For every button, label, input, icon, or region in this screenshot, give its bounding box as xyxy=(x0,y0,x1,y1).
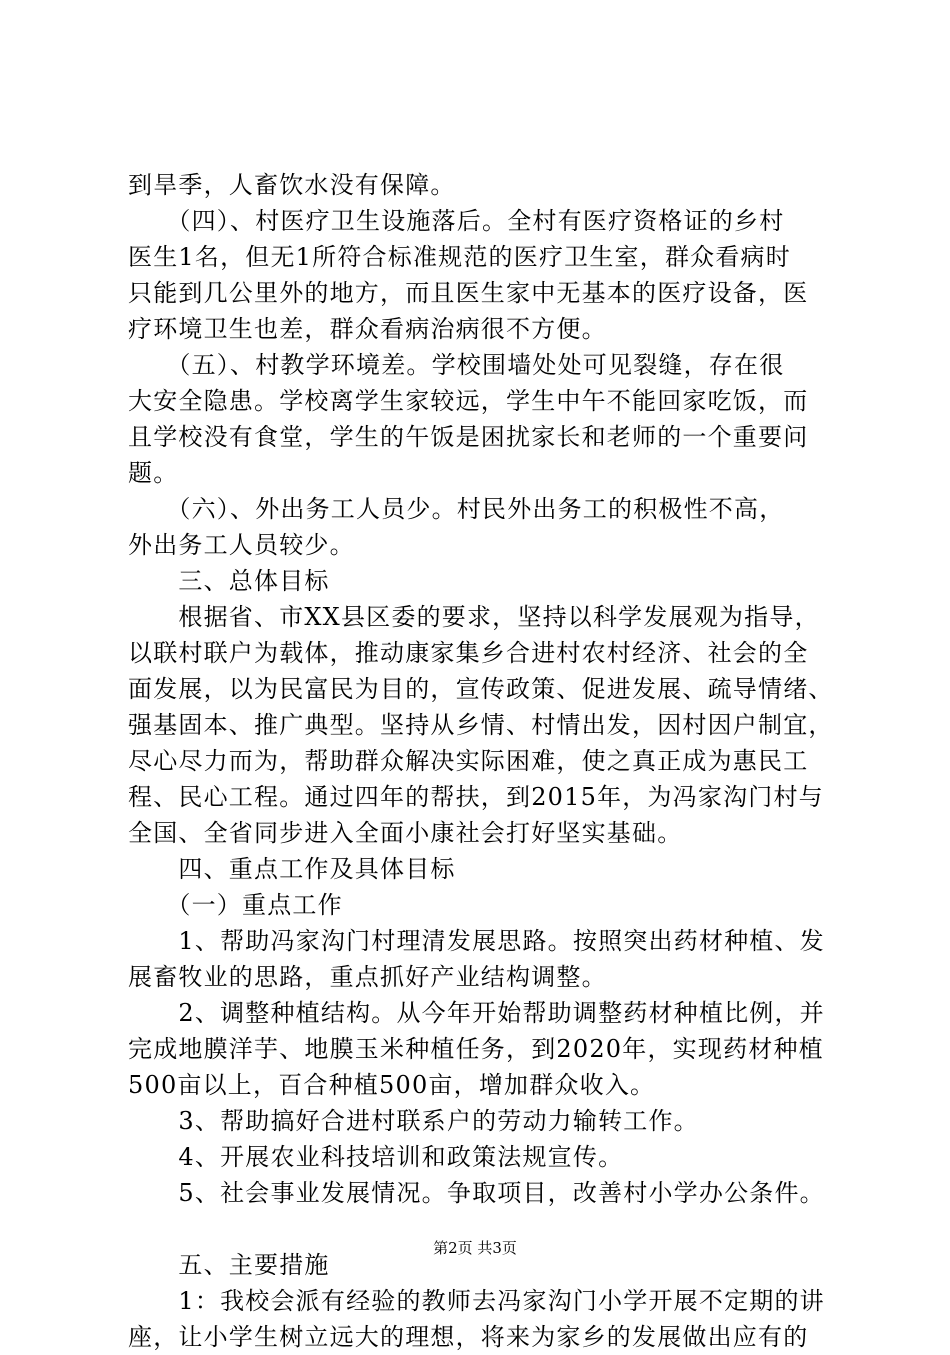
text-line: 大安全隐患。学校离学生家较远，学生中午不能回家吃饭，而 xyxy=(128,387,809,415)
text-line: 四、重点工作及具体目标 xyxy=(128,855,456,883)
text-line: 外出务工人员较少。 xyxy=(128,531,355,559)
text-line: 医生1名，但无1所符合标准规范的医疗卫生室，群众看病时 xyxy=(128,243,791,271)
text-line: 展畜牧业的思路，重点抓好产业结构调整。 xyxy=(128,963,607,991)
text-line: 3、帮助搞好合进村联系户的劳动力输转工作。 xyxy=(128,1107,699,1135)
text-line: （六）、外出务工人员少。村民外出务工的积极性不高， xyxy=(128,495,785,523)
text-line: 且学校没有食堂，学生的午饭是困扰家长和老师的一个重要问 xyxy=(128,423,809,451)
text-line: 强基固本、推广典型。坚持从乡情、村情出发，因村因户制宜， xyxy=(128,711,834,739)
text-line: 座，让小学生树立远大的理想，将来为家乡的发展做出应有的 xyxy=(128,1323,809,1351)
text-line: 全国、全省同步进入全面小康社会打好坚实基础。 xyxy=(128,819,683,847)
text-line: （一）重点工作 xyxy=(128,891,343,919)
text-line: 题。 xyxy=(128,459,179,487)
text-line: 完成地膜洋芋、地膜玉米种植任务，到2020年，实现药材种植 xyxy=(128,1035,824,1063)
text-line: 程、民心工程。通过四年的帮扶，到2015年，为冯家沟门村与 xyxy=(128,783,824,811)
text-line: 只能到几公里外的地方，而且医生家中无基本的医疗设备，医 xyxy=(128,279,809,307)
text-line: 5、社会事业发展情况。争取项目，改善村小学办公条件。 xyxy=(128,1179,825,1207)
text-line: （四）、村医疗卫生设施落后。全村有医疗资格证的乡村 xyxy=(128,207,785,235)
text-line: 4、开展农业科技培训和政策法规宣传。 xyxy=(128,1143,624,1171)
text-line: 尽心尽力而为，帮助群众解决实际困难，使之真正成为惠民工 xyxy=(128,747,809,775)
text-line: 到旱季，人畜饮水没有保障。 xyxy=(128,171,456,199)
page-footer: 第2页 共3页 xyxy=(433,1239,517,1257)
text-line: 以联村联户为载体，推动康家集乡合进村农村经济、社会的全 xyxy=(128,639,809,667)
text-line: 500亩以上，百合种植500亩，增加群众收入。 xyxy=(128,1071,656,1099)
document-body xyxy=(128,167,833,1355)
text-line: 2、调整种植结构。从今年开始帮助调整药材种植比例，并 xyxy=(128,999,825,1027)
text-line: 根据省、市XX县区委的要求，坚持以科学发展观为指导， xyxy=(128,603,820,631)
text-line: 1、帮助冯家沟门村理清发展思路。按照突出药材种植、发 xyxy=(128,927,825,955)
text-line: 三、总体目标 xyxy=(128,567,330,595)
text-line: 面发展，以为民富民为目的，宣传政策、促进发展、疏导情绪、 xyxy=(128,675,834,703)
text-line: 疗环境卫生也差，群众看病治病很不方便。 xyxy=(128,315,607,343)
text-line: （五）、村教学环境差。学校围墙处处可见裂缝，存在很 xyxy=(128,351,785,379)
text-line: 五、主要措施 xyxy=(128,1251,330,1279)
text-line: 1：我校会派有经验的教师去冯家沟门小学开展不定期的讲 xyxy=(128,1287,825,1315)
